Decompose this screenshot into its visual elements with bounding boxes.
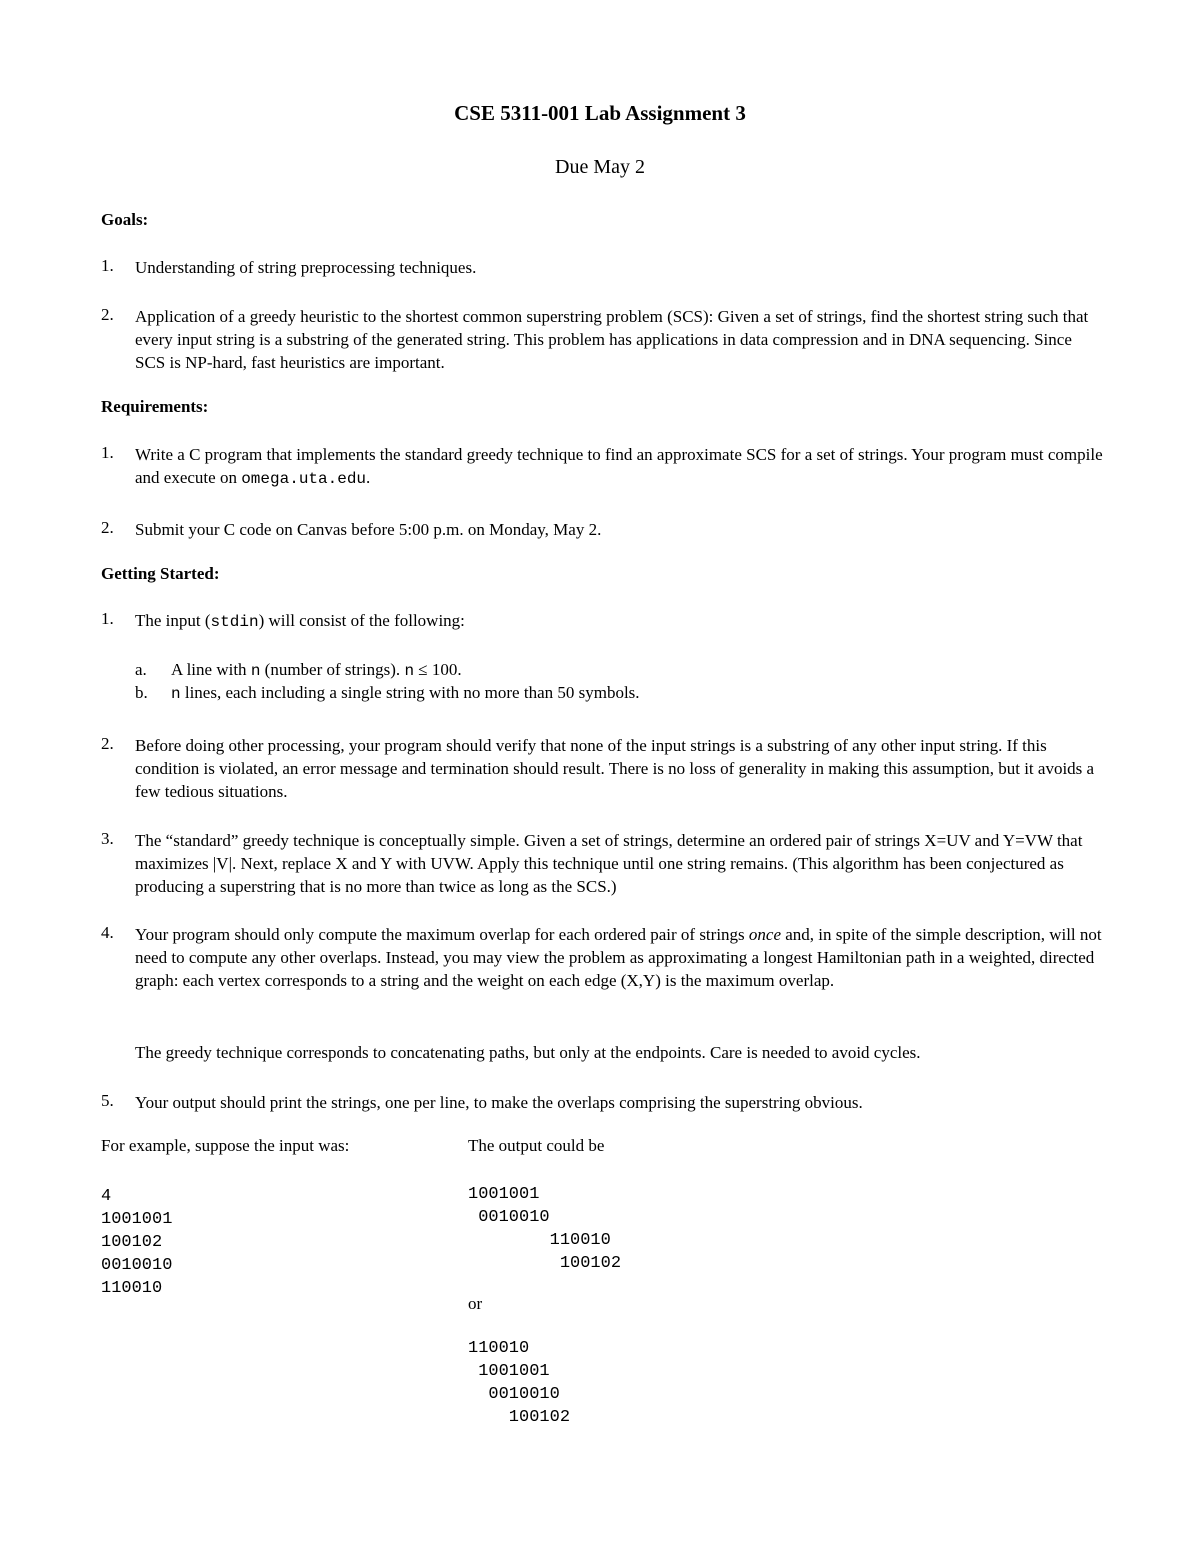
goal-text: Understanding of string preprocessing techniques. bbox=[135, 258, 477, 277]
page-title: CSE 5311-001 Lab Assignment 3 bbox=[454, 101, 746, 125]
step-text-post: and, in spite of the simple description, will not need to compute any other overlaps. Instead, you may view the problem as approximating a longest Hamiltonian path in a weighted, directed graph: each vertex corresponds to a string and the weight on each edge (X,Y) is the maximum overlap. bbox=[135, 925, 1102, 990]
example-output-2 bbox=[468, 1337, 570, 1429]
example-input-label: For example, suppose the input was: bbox=[101, 1136, 350, 1155]
emphasis: once bbox=[748, 925, 782, 944]
input-line: 1001001 bbox=[101, 1210, 173, 1229]
requirement-text bbox=[135, 443, 1105, 491]
requirement-text: Submit your C code on Canvas before 5:00 p.m. on Monday, May 2. bbox=[135, 520, 602, 539]
step-text-post: ) will consist of the following: bbox=[258, 611, 465, 630]
sub-label: b. bbox=[135, 683, 148, 702]
n-code: n bbox=[404, 662, 415, 680]
output-line: 100102 bbox=[468, 1408, 571, 1427]
input-line: 4 bbox=[101, 1187, 112, 1206]
sub-text-pre: A line with bbox=[171, 660, 247, 679]
requirement-text-body: Write a C program that implements the standard greedy technique to find an approximate SCS for a set of strings. Your program must compile and execute on bbox=[135, 445, 1103, 487]
server-name: omega.uta.edu bbox=[241, 470, 367, 488]
example-output-1 bbox=[468, 1183, 621, 1275]
sub-text bbox=[171, 660, 462, 680]
sub-text-post: lines, each including a single string with no more than 50 symbols. bbox=[184, 683, 640, 702]
n-code: n bbox=[171, 685, 181, 703]
step-text-pre: Your program should only compute the maximum overlap for each ordered pair of strings bbox=[135, 925, 745, 944]
input-line: 100102 bbox=[101, 1233, 163, 1252]
step-number: 4. bbox=[101, 923, 114, 942]
step-text bbox=[135, 923, 1105, 992]
sub-text-post: ≤ 100. bbox=[418, 660, 462, 679]
step-text: The “standard” greedy technique is conceptually simple. Given a set of strings, determine an ordered pair of strings X=UV and Y=VW that maximizes |V|. Next, replace X and Y with UVW. Apply this technique until one string remains. (This algorithm has been conjectured as producing a superstring that is no more than twice as long as the SCS.) bbox=[135, 831, 1083, 896]
step-number: 3. bbox=[101, 829, 114, 848]
step-text: Before doing other processing, your program should verify that none of the input strings is a substring of any other input string. If this condition is violated, an error message and termination should result. There is no loss of generality in making this assumption, but it avoids a few tedious situations. bbox=[135, 736, 1095, 801]
input-line: 0010010 bbox=[101, 1256, 173, 1275]
output-line: 100102 bbox=[468, 1254, 622, 1273]
goal-text: Application of a greedy heuristic to the shortest common superstring problem (SCS): Given a set of strings, find the shortest string such that every input string is a substring of the generated string. This problem has applications in data compression and in DNA sequencing. Since SCS is NP-hard, fast heuristics are important. bbox=[135, 307, 1089, 372]
step-text bbox=[135, 609, 1105, 634]
due-date: Due May 2 bbox=[555, 156, 645, 178]
output-line: 110010 bbox=[468, 1231, 611, 1250]
sub-text-mid: (number of strings). bbox=[264, 660, 401, 679]
requirement-text-end: . bbox=[366, 468, 371, 487]
step-number: 5. bbox=[101, 1091, 114, 1110]
step-number: 1. bbox=[101, 609, 114, 628]
example-output-label: The output could be bbox=[468, 1136, 605, 1155]
output-line: 0010010 bbox=[468, 1385, 560, 1404]
sub-label: a. bbox=[135, 660, 147, 679]
n-code: n bbox=[250, 662, 261, 680]
output-line: 0010010 bbox=[468, 1208, 550, 1227]
goals-heading: Goals: bbox=[101, 210, 149, 229]
sub-text bbox=[171, 683, 640, 703]
example-input bbox=[101, 1185, 172, 1300]
requirements-heading: Requirements: bbox=[101, 397, 209, 416]
output-line: 1001001 bbox=[468, 1362, 550, 1381]
getting-started-heading: Getting Started: bbox=[101, 564, 220, 583]
step-text: Your output should print the strings, one per line, to make the overlaps comprising the superstring obvious. bbox=[135, 1093, 863, 1112]
goal-number: 1. bbox=[101, 256, 114, 275]
input-line: 110010 bbox=[101, 1279, 163, 1298]
stdin-code: stdin bbox=[210, 613, 259, 631]
step-text-pre: The input ( bbox=[135, 611, 211, 630]
requirement-number: 2. bbox=[101, 518, 114, 537]
or-label: or bbox=[468, 1294, 483, 1313]
output-line: 110010 bbox=[468, 1339, 530, 1358]
requirement-number: 1. bbox=[101, 443, 114, 462]
step-number: 2. bbox=[101, 734, 114, 753]
step-paragraph: The greedy technique corresponds to concatenating paths, but only at the endpoints. Care is needed to avoid cycles. bbox=[135, 1043, 921, 1062]
goal-number: 2. bbox=[101, 305, 114, 324]
output-line: 1001001 bbox=[468, 1185, 540, 1204]
